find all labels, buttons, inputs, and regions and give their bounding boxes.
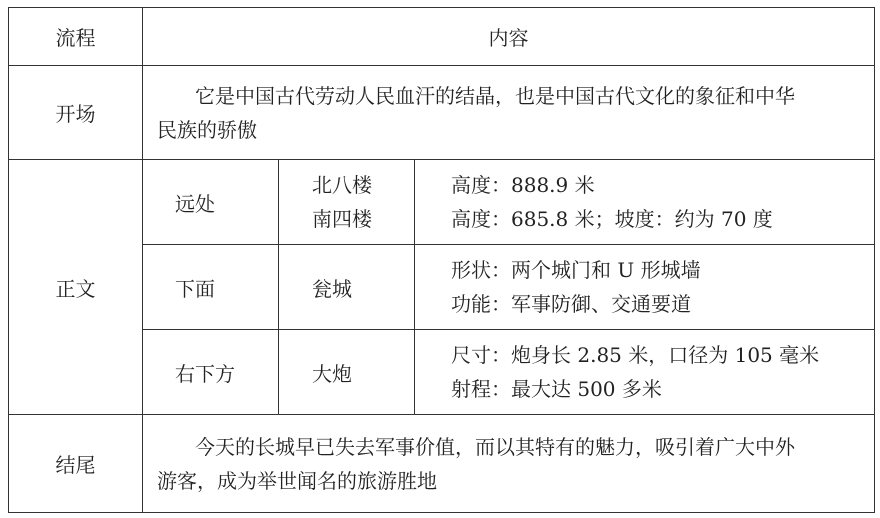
header-process: 流程 bbox=[9, 8, 143, 66]
detail-line: 射程：最大达 500 多米 bbox=[451, 377, 662, 401]
detail-line: 尺寸：炮身长 2.85 米，口径为 105 毫米 bbox=[451, 343, 820, 367]
header-row bbox=[9, 8, 875, 66]
object-name: 大炮 bbox=[312, 361, 352, 386]
position-cell: 远处 bbox=[143, 160, 279, 245]
ending-text-line-2: 游客，成为举世闻名的旅游胜地 bbox=[157, 468, 437, 493]
detail-line: 功能：军事防御、交通要道 bbox=[451, 292, 691, 316]
ending-text-line-1: 今天的长城早已失去军事价值，而以其特有的魅力，吸引着广大中外 bbox=[195, 434, 795, 459]
body-label: 正文 bbox=[9, 160, 143, 415]
opening-text-line-2: 民族的骄傲 bbox=[157, 117, 257, 142]
detail-cell bbox=[415, 160, 875, 245]
opening-label: 开场 bbox=[9, 66, 143, 160]
detail-cell bbox=[415, 330, 875, 415]
object-cell bbox=[279, 330, 415, 415]
object-cell bbox=[279, 160, 415, 245]
detail-cell bbox=[415, 245, 875, 330]
tour-flow-table bbox=[8, 7, 875, 513]
body-row bbox=[9, 160, 875, 245]
opening-row bbox=[9, 66, 875, 160]
detail-line: 高度：888.9 米 bbox=[451, 173, 595, 197]
object-name: 北八楼 bbox=[312, 173, 372, 197]
position-cell: 下面 bbox=[143, 245, 279, 330]
detail-line: 形状：两个城门和 U 形城墙 bbox=[451, 258, 701, 282]
detail-line: 高度：685.8 米；坡度：约为 70 度 bbox=[451, 207, 773, 231]
object-cell bbox=[279, 245, 415, 330]
ending-text bbox=[143, 415, 875, 513]
ending-row bbox=[9, 415, 875, 513]
position-cell: 右下方 bbox=[143, 330, 279, 415]
opening-text-line-1: 它是中国古代劳动人民血汗的结晶，也是中国古代文化的象征和中华 bbox=[195, 83, 795, 108]
opening-text bbox=[143, 66, 875, 160]
object-name: 南四楼 bbox=[312, 207, 372, 231]
ending-label: 结尾 bbox=[9, 415, 143, 513]
header-content: 内容 bbox=[143, 8, 875, 66]
object-name: 瓮城 bbox=[312, 276, 352, 301]
